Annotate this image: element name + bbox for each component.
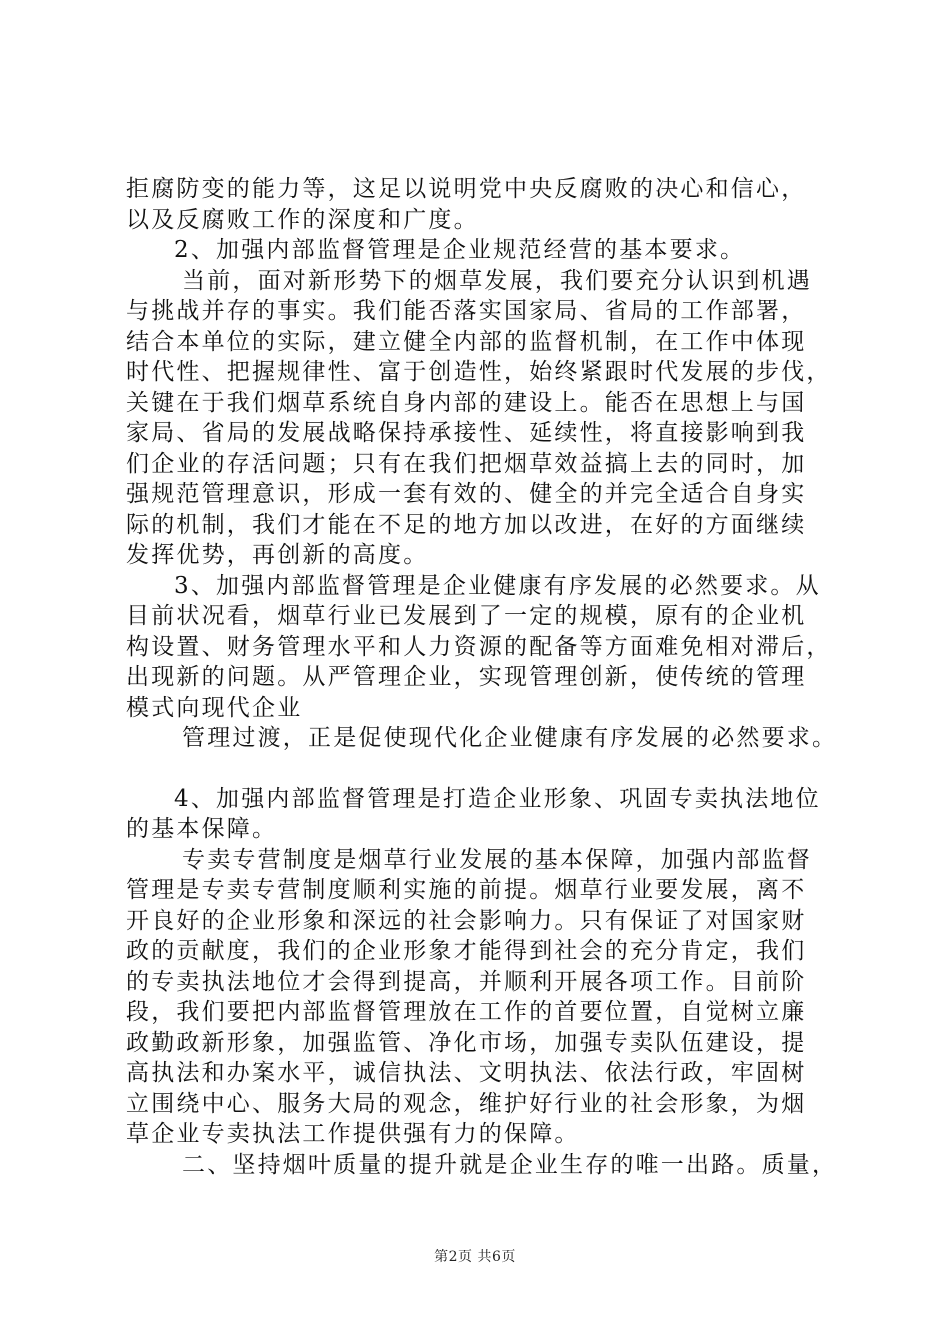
text-line: 际的机制，我们才能在不足的地方加以改进，在好的方面继续 [126,511,807,538]
text-line: 模式向现代企业 [126,694,303,721]
text-line: 时代性、把握规律性、富于创造性，始终紧跟时代发展的步伐， [126,359,832,385]
text-line: 立围绕中心、服务大局的观念，维护好行业的社会形象，为烟 [126,1090,807,1117]
text-line: 构设置、财务管理水平和人力资源的配备等方面难免相对滞后， [126,633,832,660]
text-line: 与挑战并存的事实。我们能否落实国家局、省局的工作部署， [126,298,807,324]
text-line: 段，我们要把内部监督管理放在工作的首要位置，自觉树立廉 [126,999,807,1025]
text-line: 管理过渡，正是促使现代化企业健康有序发展的必然要求。 [182,725,838,751]
text-line: 政的贡献度，我们的企业形象才能得到社会的充分肯定，我们 [126,938,807,964]
text-line: 草企业专卖执法工作提供强有力的保障。 [126,1121,580,1147]
page-number-footer: 第2页 共6页 [434,1249,516,1265]
text-line: 结合本单位的实际，建立健全内部的监督机制，在工作中体现 [126,328,807,355]
text-line: 出现新的问题。从严管理企业，实现管理创新，使传统的管理 [126,664,807,690]
section-heading-3: 3、加强内部监督管理是企业健康有序发展的必然要求。从 [174,572,821,599]
text-line: 拒腐防变的能力等，这足以说明党中央反腐败的决心和信心， [126,176,807,202]
text-line: 当前，面对新形势下的烟草发展，我们要充分认识到机遇 [182,267,812,294]
text-line: 家局、省局的发展战略保持承接性、延续性，将直接影响到我 [126,420,807,446]
text-line: 政勤政新形象，加强监管、净化市场，加强专卖队伍建设，提 [126,1029,807,1056]
section-heading-4: 4、加强内部监督管理是打造企业形象、巩固专卖执法地位 [174,785,821,812]
text-line: 发挥优势，再创新的高度。 [126,542,429,568]
text-line: 的专卖执法地位才会得到提高，并顺利开展各项工作。目前阶 [126,968,807,995]
text-line: 以及反腐败工作的深度和广度。 [126,206,479,233]
section-heading-2: 2、加强内部监督管理是企业规范经营的基本要求。 [174,237,746,263]
text-line: 专卖专营制度是烟草行业发展的基本保障，加强内部监督 [182,846,812,873]
text-line: 强规范管理意识，形成一套有效的、健全的并完全适合自身实 [126,481,807,507]
text-line: 开良好的企业形象和深远的社会影响力。只有保证了对国家财 [126,907,807,934]
text-line: 目前状况看，烟草行业已发展到了一定的规模，原有的企业机 [126,603,807,629]
text-line: 高执法和办案水平，诚信执法、文明执法、依法行政，牢固树 [126,1060,807,1086]
text-line: 的基本保障。 [126,816,278,842]
document-body [126,174,836,1180]
paragraph-gap [126,754,836,784]
text-line: 关键在于我们烟草系统自身内部的建设上。能否在思想上与国 [126,389,807,416]
section-heading-main-2: 二、坚持烟叶质量的提升就是企业生存的唯一出路。质量， [182,1151,838,1178]
text-line: 管理是专卖专营制度顺利实施的前提。烟草行业要发展，离不 [126,877,807,903]
text-line: 们企业的存活问题；只有在我们把烟草效益搞上去的同时，加 [126,450,807,477]
